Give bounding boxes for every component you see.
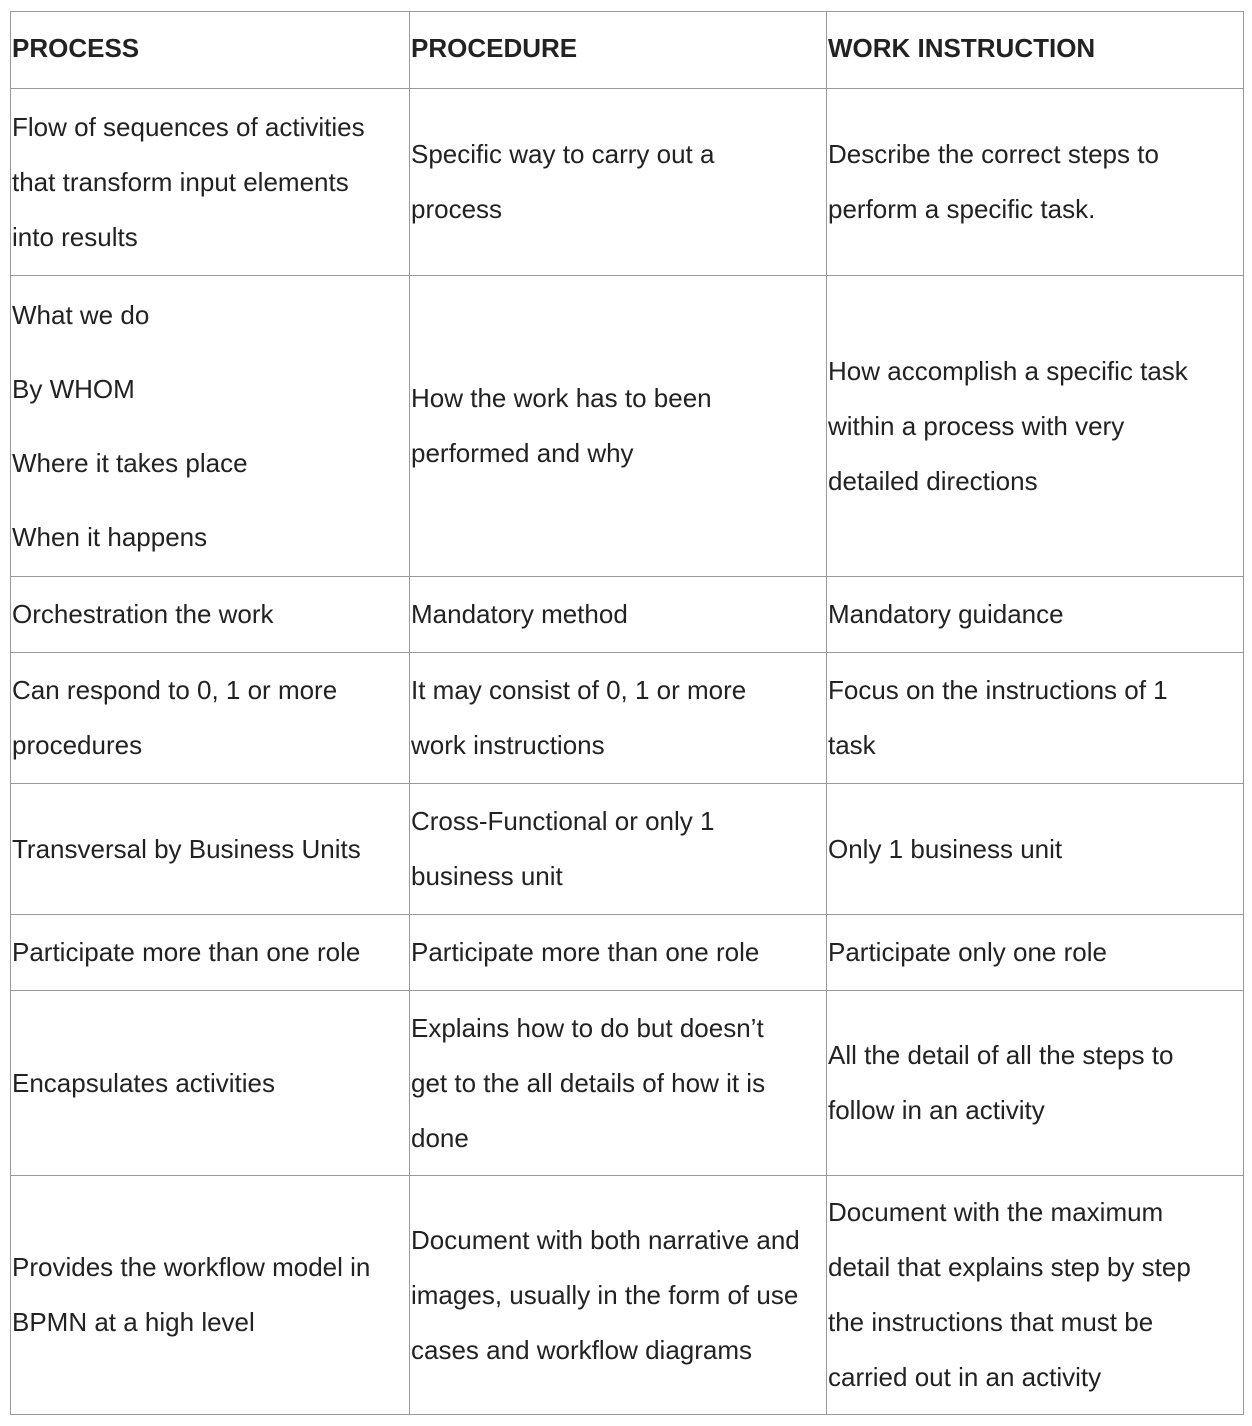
table-row	[11, 915, 1244, 991]
process-cell: What we do By WHOM Where it takes place When it happens	[11, 276, 410, 577]
table-row	[11, 577, 1244, 653]
process-cell: Orchestration the work	[11, 577, 410, 653]
process-cell: Participate more than one role	[11, 915, 410, 991]
procedure-cell: How the work has to been performed and why	[410, 276, 827, 577]
work-instruction-cell: Document with the maximum detail that explains step by step the instructions that must be carried out in an activity	[827, 1176, 1244, 1415]
work-instruction-cell: Mandatory guidance	[827, 577, 1244, 653]
table-row	[11, 89, 1244, 276]
header-procedure: PROCEDURE	[410, 12, 827, 89]
process-cell: Flow of sequences of activities that transform input elements into results	[11, 89, 410, 276]
procedure-cell: Cross-Functional or only 1 business unit	[410, 784, 827, 915]
procedure-cell: Mandatory method	[410, 577, 827, 653]
header-process: PROCESS	[11, 12, 410, 89]
procedure-cell: Explains how to do but doesn’t get to the all details of how it is done	[410, 991, 827, 1176]
process-cell: Encapsulates activities	[11, 991, 410, 1176]
table-row	[11, 784, 1244, 915]
comparison-table	[10, 11, 1244, 1415]
table-row	[11, 1176, 1244, 1415]
procedure-cell: Participate more than one role	[410, 915, 827, 991]
process-cell: Provides the workflow model in BPMN at a high level	[11, 1176, 410, 1415]
procedure-cell: Document with both narrative and images, usually in the form of use cases and workflow diagrams	[410, 1176, 827, 1415]
process-cell: Transversal by Business Units	[11, 784, 410, 915]
procedure-cell: It may consist of 0, 1 or more work instructions	[410, 653, 827, 784]
process-cell: Can respond to 0, 1 or more procedures	[11, 653, 410, 784]
work-instruction-cell: Describe the correct steps to perform a specific task.	[827, 89, 1244, 276]
work-instruction-cell: Only 1 business unit	[827, 784, 1244, 915]
table-row	[11, 653, 1244, 784]
work-instruction-cell: Participate only one role	[827, 915, 1244, 991]
procedure-cell: Specific way to carry out a process	[410, 89, 827, 276]
work-instruction-cell: How accomplish a specific task within a process with very detailed directions	[827, 276, 1244, 577]
work-instruction-cell: Focus on the instructions of 1 task	[827, 653, 1244, 784]
work-instruction-cell: All the detail of all the steps to follow in an activity	[827, 991, 1244, 1176]
table-row	[11, 276, 1244, 577]
header-row	[11, 12, 1244, 89]
table-row	[11, 991, 1244, 1176]
header-work-instruction: WORK INSTRUCTION	[827, 12, 1244, 89]
